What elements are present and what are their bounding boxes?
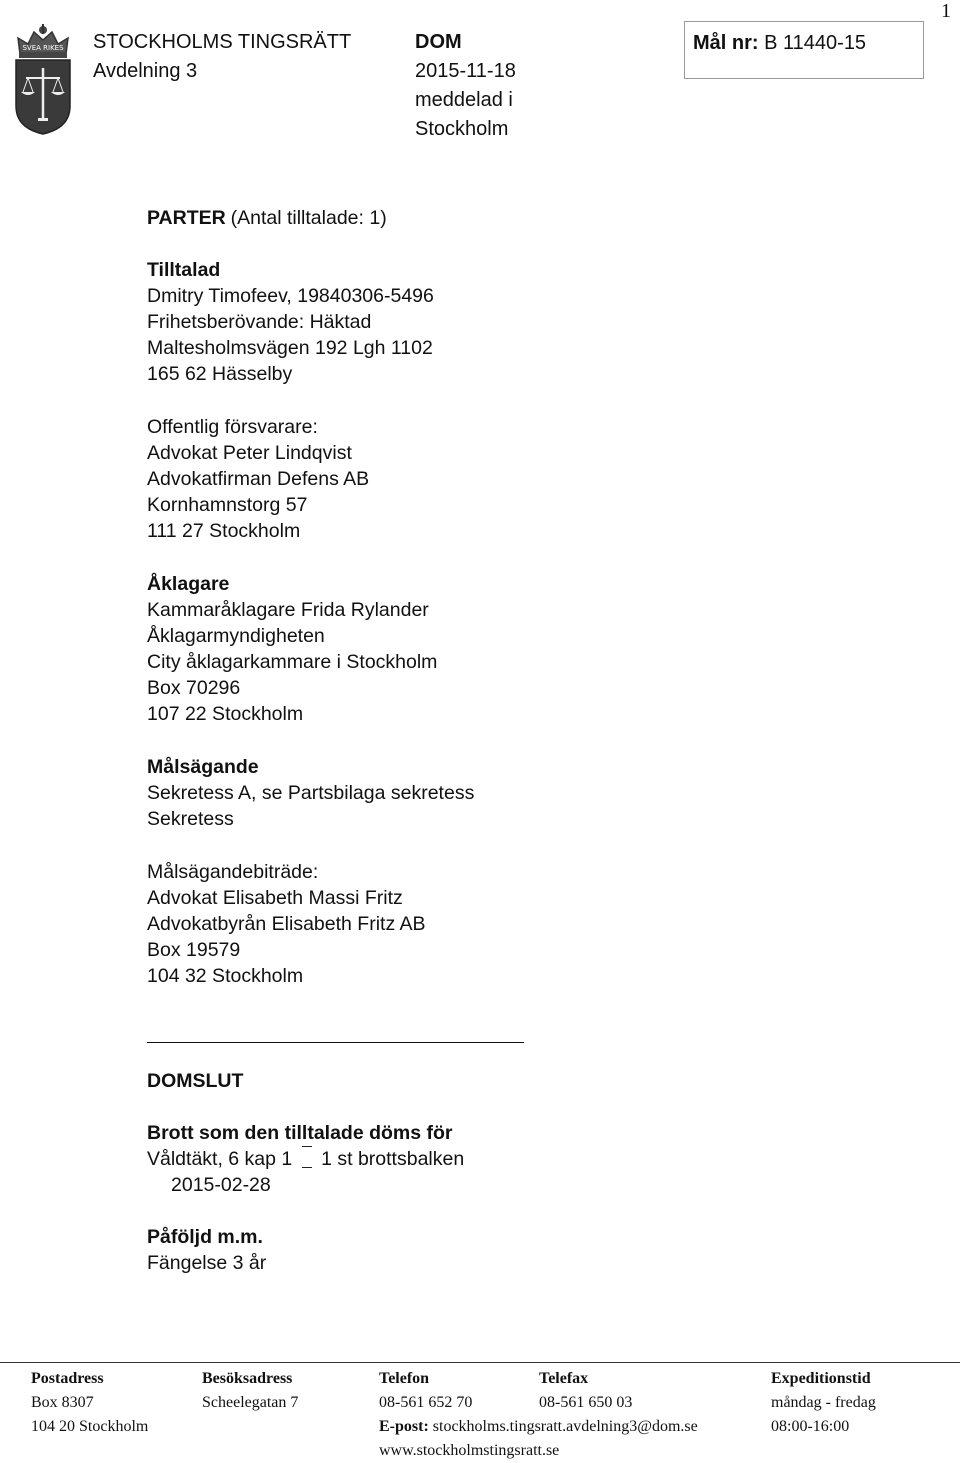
paragraph-symbol-icon (302, 1146, 312, 1168)
prosecutor-line: City åklagarkammare i Stockholm (147, 651, 438, 673)
ruling-heading: DOMSLUT (147, 1070, 244, 1092)
document-type: DOM (415, 31, 462, 53)
footer-email-label: E-post: (379, 1418, 429, 1435)
footer-fax-line: 08-561 650 03 (539, 1394, 633, 1411)
footer-postal (31, 1367, 148, 1439)
case-number: B 11440-15 (764, 32, 867, 54)
page-number: 1 (941, 0, 951, 22)
footer-postal-line: 104 20 Stockholm (31, 1418, 149, 1435)
court-emblem (10, 24, 76, 136)
document-date: 2015-11-18 (415, 60, 516, 82)
prosecutor-line: Box 70296 (147, 677, 241, 699)
footer-fax-heading: Telefax (539, 1370, 589, 1387)
crime-text: Våldtäkt, 6 kap 1 (147, 1148, 293, 1170)
ruling-block (147, 1068, 464, 1276)
footer-visit (202, 1367, 298, 1415)
prosecutor-heading: Åklagare (147, 573, 230, 595)
footer-web[interactable]: www.stockholmstingsratt.se (379, 1442, 560, 1459)
injured-counsel-line: Målsägandebiträde: (147, 861, 319, 883)
injured-line: Sekretess (147, 808, 234, 830)
injured-counsel-line: 104 32 Stockholm (147, 965, 304, 987)
crime-text-tail: 1 st brottsbalken (321, 1148, 465, 1170)
defender-line: Kornhamnstorg 57 (147, 494, 308, 516)
defendant-block (147, 257, 434, 387)
defendant-line: Dmitry Timofeev, 19840306-5496 (147, 285, 434, 307)
footer-phone-heading: Telefon (379, 1370, 430, 1387)
footer-fax (539, 1367, 632, 1415)
emblem-text: SVEA RIKES (22, 44, 64, 52)
defendant-line: Maltesholmsvägen 192 Lgh 1102 (147, 337, 433, 359)
defender-line: Offentlig försvarare: (147, 416, 318, 438)
separator-line (147, 1042, 524, 1043)
defendant-heading: Tilltalad (147, 259, 221, 281)
court-division: Avdelning 3 (93, 60, 198, 82)
footer-hours-line: 08:00-16:00 (771, 1418, 850, 1435)
prosecutor-line: Kammaråklagare Frida Rylander (147, 599, 429, 621)
prosecutor-block (147, 571, 437, 727)
injured-line: Sekretess A, se Partsbilaga sekretess (147, 782, 475, 804)
defendant-line: 165 62 Hässelby (147, 363, 293, 385)
defender-line: Advokatfirman Defens AB (147, 468, 370, 490)
footer-visit-heading: Besöksadress (202, 1370, 293, 1387)
injured-counsel-block (147, 859, 426, 989)
defender-block (147, 414, 369, 544)
sanction-heading: Påföljd m.m. (147, 1226, 263, 1248)
document-place: Stockholm (415, 118, 509, 140)
injured-counsel-line: Advokatbyrån Elisabeth Fritz AB (147, 913, 426, 935)
injured-block (147, 754, 474, 832)
injured-heading: Målsägande (147, 756, 259, 778)
parties-count: (Antal tilltalade: 1) (230, 207, 387, 229)
case-number-box (684, 21, 924, 79)
footer-hours-heading: Expeditionstid (771, 1370, 871, 1387)
parties-heading (147, 205, 387, 232)
document-delivered: meddelad i (415, 89, 513, 111)
crime-heading: Brott som den tilltalade döms för (147, 1122, 453, 1144)
defender-line: Advokat Peter Lindqvist (147, 442, 352, 464)
court-name: STOCKHOLMS TINGSRÄTT (93, 31, 352, 53)
footer-email[interactable]: stockholms.tingsratt.avdelning3@dom.se (432, 1418, 698, 1435)
prosecutor-line: Åklagarmyndigheten (147, 625, 325, 647)
footer-postal-line: Box 8307 (31, 1394, 94, 1411)
defender-line: 111 27 Stockholm (147, 520, 301, 542)
sanction-text: Fängelse 3 år (147, 1252, 267, 1274)
case-number-label: Mål nr: (693, 32, 759, 54)
footer-hours-line: måndag - fredag (771, 1394, 876, 1411)
page-footer (0, 1362, 960, 1459)
parties-title: PARTER (147, 207, 226, 229)
footer-phone-line: 08-561 652 70 (379, 1394, 473, 1411)
footer-hours (771, 1367, 876, 1439)
injured-counsel-line: Advokat Elisabeth Massi Fritz (147, 887, 403, 909)
defendant-line: Frihetsberövande: Häktad (147, 311, 372, 333)
injured-counsel-line: Box 19579 (147, 939, 241, 961)
footer-postal-heading: Postadress (31, 1370, 104, 1387)
footer-visit-line: Scheelegatan 7 (202, 1394, 299, 1411)
prosecutor-line: 107 22 Stockholm (147, 703, 304, 725)
crime-date: 2015-02-28 (171, 1174, 271, 1196)
